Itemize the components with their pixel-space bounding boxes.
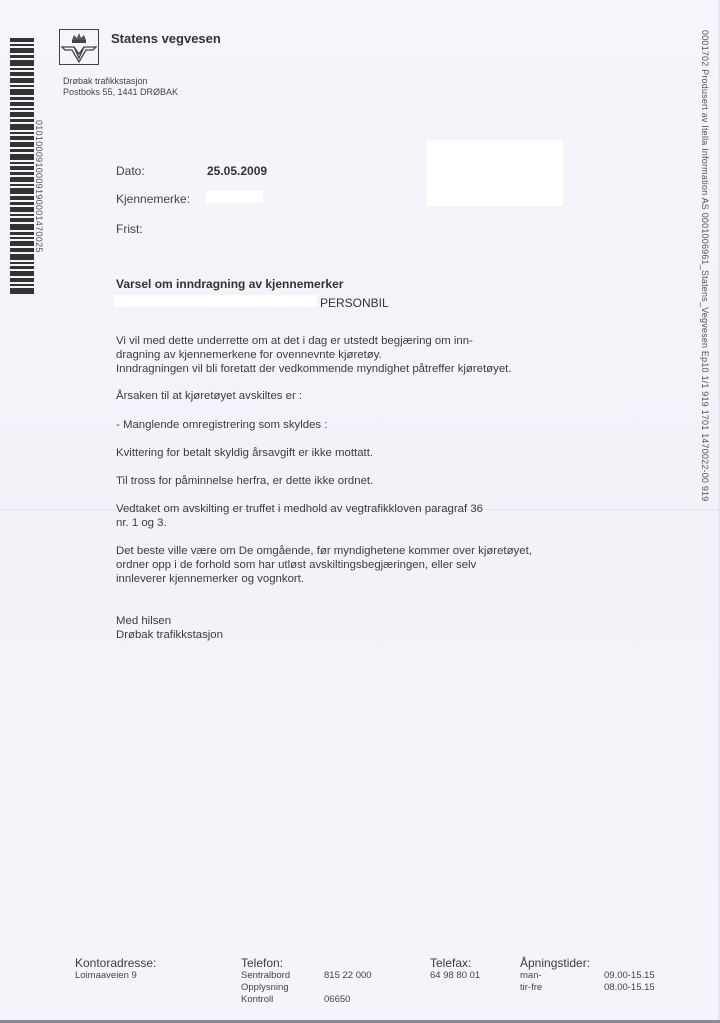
vehicle-id-redacted [114,295,317,307]
body-line: Det beste ville være om De omgående, før myndighetene kommer over kjøretøyet, [116,545,532,557]
phone-label-info: Opplysning [241,982,289,993]
office-address: Loimaaveien 9 [75,970,137,981]
body-line: Vedtaket om avskilting er truffet i medhold av vegtrafikkloven paragraf 36 [116,503,484,515]
sender-address: Postboks 55, 1441 DRØBAK [63,87,179,97]
brand-name: Statens vegvesen [111,31,221,46]
body-line: Inndragningen vil bli foretatt der vedkommende myndighet påtreffer kjøretøyet. [116,363,512,375]
body-line: nr. 1 og 3. [116,517,167,529]
recipient-address-redacted [427,140,563,206]
hours-time-tue-fri: 08.00-15.15 [604,982,655,993]
body-line: dragning av kjennemerkene for ovennevnte kjøretøy. [116,349,382,361]
paragraph-advice [116,544,556,586]
sender-name: Drøbak trafikkstasjon [63,76,148,86]
date-label: Dato: [116,164,145,178]
barcode-icon [10,38,34,320]
paragraph-reason-item: - Manglende omregistrering som skyldes : [116,419,328,431]
hours-heading: Åpningstider: [520,956,591,970]
hours-days-mon: man- [520,970,542,981]
fax-number: 64 98 80 01 [430,970,481,981]
phone-value-control: 06650 [324,994,351,1005]
closing-block [116,614,556,642]
plate-value-redacted [206,191,263,203]
crown-emblem-icon [59,29,99,65]
hours-time-mon: 09.00-15.15 [604,970,655,981]
sender-block [63,76,178,98]
paragraph-reason: Årsaken til at kjøretøyet avskiltes er : [116,390,303,402]
closing-greeting: Med hilsen [116,615,172,627]
date-value: 25.05.2009 [207,164,268,178]
hours-days-tue-fri: tir-fre [520,982,543,993]
paragraph-notice [116,334,556,376]
fax-heading: Telefax: [430,956,472,970]
body-line: Vi vil med dette underrette om at det i dag er utstedt begjæring om inn- [116,335,473,347]
phone-label-switchboard: Sentralbord [241,970,291,981]
paragraph-legal-basis [116,502,556,530]
barcode-number: 0101000910009190001470025 [34,120,44,253]
paragraph-reminder: Til tross for påminnelse herfra, er dette ikke ordnet. [116,475,374,487]
deadline-label: Frist: [116,222,143,236]
phone-heading: Telefon: [241,956,284,970]
plate-label: Kjennemerke: [116,192,191,206]
closing-signature: Drøbak trafikkstasjon [116,629,223,641]
body-line: innleverer kjennemerker og vognkort. [116,573,305,585]
letter-subject: Varsel om inndragning av kjennemerker [116,277,344,291]
paragraph-receipt: Kvittering for betalt skyldig årsavgift er ikke mottatt. [116,447,374,459]
body-line: ordner opp i de forhold som har utløst avskiltingsbegjæringen, eller selv [116,559,477,571]
side-print-text: 0001702 Produsert av Itella Information AS 0001006961_Statens_Vegvesen Ep10 1/1 919 1701 1470022-00 919 [700,30,710,502]
phone-label-control: Kontroll [241,994,274,1005]
phone-value-switchboard: 815 22 000 [324,970,372,981]
office-heading: Kontoradresse: [75,956,157,970]
vehicle-type: PERSONBIL [320,296,389,310]
